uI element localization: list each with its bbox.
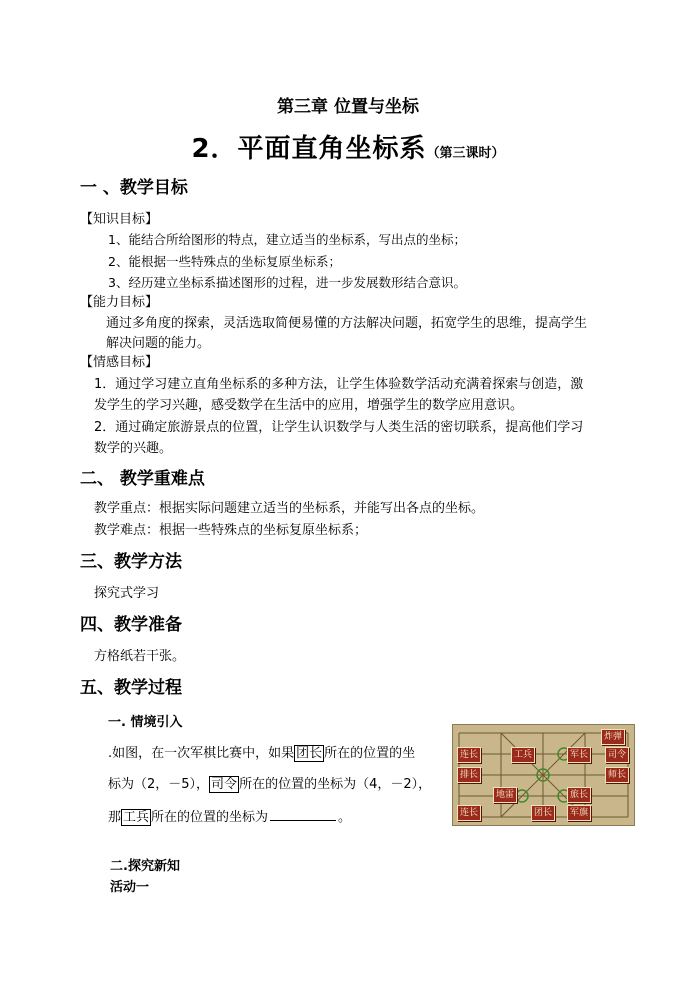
section-process-heading: 五、教学过程 (80, 678, 182, 698)
emotion-goals-label: 【情感目标】 (80, 355, 159, 370)
emotion-goal-line: 数学的兴趣。 (94, 441, 173, 456)
ability-goal-line: 解决问题的能力。 (106, 336, 211, 351)
question-line-1 (108, 742, 415, 761)
question-text: 标为（2，－5）， (108, 777, 210, 792)
section-method-heading: 三、教学方法 (80, 552, 182, 572)
knowledge-goal-item: 2、能根据一些特殊点的坐标复原坐标系； (108, 254, 341, 269)
chess-piece: 连长 (457, 805, 481, 821)
emotion-goal-line: 发学生的学习兴趣，感受数学在生活中的应用，增强学生的数学应用意识。 (94, 398, 524, 413)
chess-piece: 地雷 (493, 787, 517, 803)
question-line-3 (108, 806, 351, 825)
chess-piece: 排长 (457, 767, 481, 783)
emotion-goal-line: 2．通过确定旅游景点的位置，让学生认识数学与人类生活的密切联系，提高他们学习 (94, 420, 584, 435)
chapter-heading: 第三章 位置与坐标 (277, 97, 419, 117)
question-text: 所在的位置的坐标为 (151, 810, 269, 825)
knowledge-goal-item: 3、经历建立坐标系描述图形的过程，进一步发展数形结合意识。 (108, 275, 466, 290)
ability-goal-line: 通过多角度的探索，灵活选取简便易懂的方法解决问题，拓宽学生的思维，提高学生 (106, 316, 588, 331)
section-prep-heading: 四、教学准备 (80, 615, 182, 635)
teaching-method: 探究式学习 (94, 586, 160, 601)
army-chess-board (452, 724, 635, 826)
teaching-prep: 方格纸若干张。 (94, 649, 186, 664)
emotion-goal-line: 1．通过学习建立直角坐标系的多种方法，让学生体验数学活动充满着探索与创造，激 (94, 377, 584, 392)
ability-goals-label: 【能力目标】 (80, 295, 159, 310)
boxed-piece-name: 司令 (211, 777, 238, 792)
section-keypoints-heading: 二、 教学重难点 (80, 469, 205, 489)
key-point: 教学重点：根据实际问题建立适当的坐标系，并能写出各点的坐标。 (94, 501, 485, 516)
chess-piece: 军长 (567, 747, 591, 763)
step-intro-heading: 一. 情境引入 (108, 715, 183, 730)
chess-piece: 司令 (605, 747, 629, 763)
question-text: 那 (108, 810, 122, 825)
chess-piece: 师长 (605, 767, 629, 783)
chess-piece: 工兵 (511, 747, 535, 763)
lesson-subtitle: （第三课时） (426, 146, 505, 161)
chess-piece: 炸弹 (601, 729, 625, 745)
question-text: .如图，在一次军棋比赛中，如果 (108, 746, 295, 761)
question-line-2 (108, 773, 431, 792)
step-explore-heading: 二.探究新知 (110, 859, 180, 874)
section-goals-heading: 一 、教学目标 (80, 178, 188, 198)
boxed-piece-name: 团长 (296, 746, 323, 761)
activity-heading: 活动一 (110, 880, 150, 895)
chess-piece: 连长 (457, 747, 481, 763)
chess-piece: 旅长 (567, 787, 591, 803)
chess-piece: 军旗 (567, 805, 591, 821)
lesson-title (0, 128, 696, 165)
difficult-point: 教学难点：根据一些特殊点的坐标复原坐标系； (94, 523, 368, 538)
question-text: 所在的位置的坐标为（4，－2）， (239, 777, 432, 792)
knowledge-goals-label: 【知识目标】 (80, 212, 159, 227)
boxed-piece-name: 工兵 (123, 810, 150, 825)
question-text: 。 (338, 810, 352, 825)
knowledge-goal-item: 1、能结合所给图形的特点，建立适当的坐标系，写出点的坐标； (108, 232, 466, 247)
answer-blank (270, 808, 336, 821)
chess-piece: 团长 (531, 805, 555, 821)
lesson-title-main: 2．平面直角坐标系 (191, 134, 427, 164)
question-text: 所在的位置的坐 (324, 746, 416, 761)
